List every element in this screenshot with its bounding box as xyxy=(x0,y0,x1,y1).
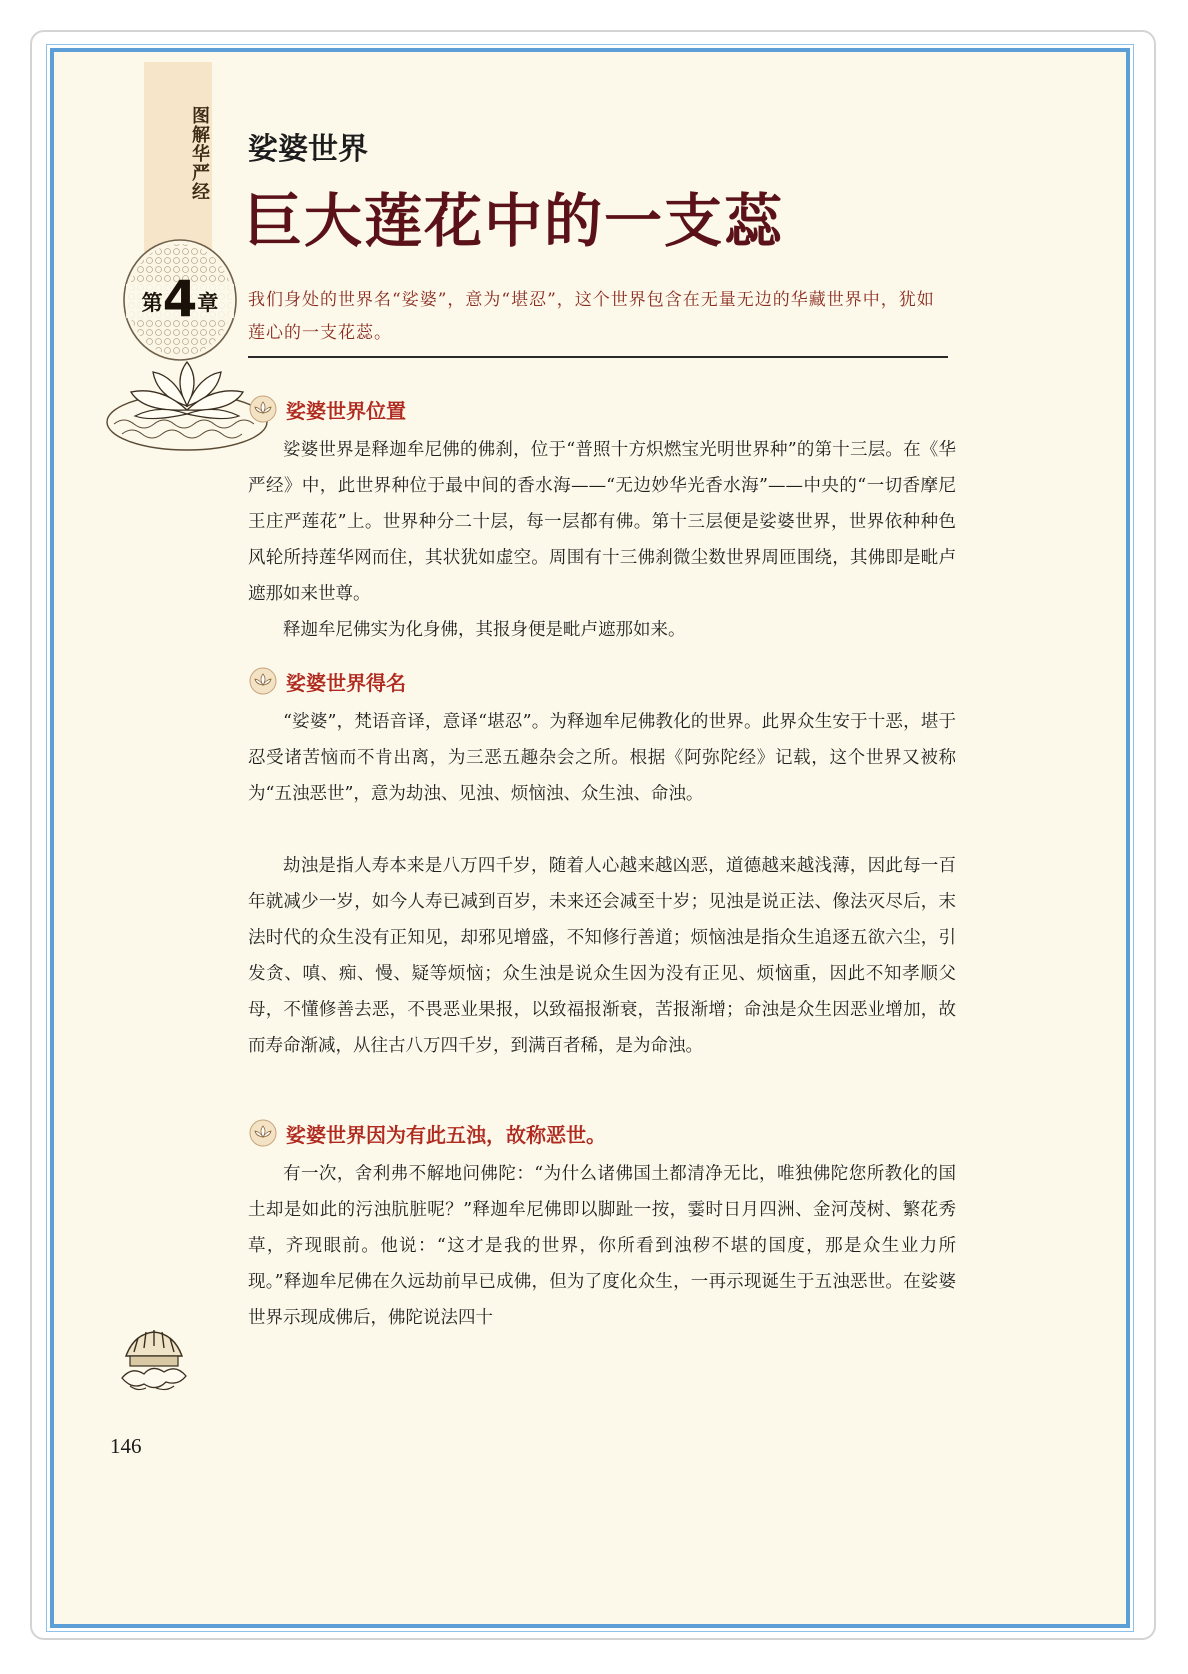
section-heading xyxy=(248,1118,606,1148)
ornament-icon xyxy=(116,1322,192,1402)
title-divider xyxy=(248,356,948,358)
page-title: 巨大莲花中的一支蕊 xyxy=(244,187,785,255)
lotus-icon xyxy=(102,352,272,452)
book-title-vertical: 图解华严经 xyxy=(189,106,210,201)
section-heading xyxy=(248,394,406,424)
section-title: 娑婆世界得名 xyxy=(286,670,406,695)
paragraph: 有一次，舍利弗不解地问佛陀：“为什么诸佛国土都清净无比，唯独佛陀您所教化的国土却是如此的污浊肮脏呢？”释迦牟尼佛即以脚趾一按，霎时日月四洲、金河茂树、繁花秀草，齐现眼前。他说：“这才是我的世界，你所看到浊秽不堪的国度，那是众生业力所现。”释迦牟尼佛在久远劫前早已成佛，但为了度化众生，一再示现诞生于五浊恶世。在娑婆世界示现成佛后，佛陀说法四十 xyxy=(248,1164,956,1328)
paragraph: 释迦牟尼佛实为化身佛，其报身便是毗卢遮那如来。 xyxy=(283,620,686,640)
paragraph: “娑婆”，梵语音译，意译“堪忍”。为释迦牟尼佛教化的世界。此界众生安于十恶，堪于忍受诸苦恼而不肯出离，为三恶五趣杂会之所。根据《阿弥陀经》记载，这个世界又被称为“五浊恶世”，意为劫浊、见浊、烦恼浊、众生浊、命浊。 xyxy=(248,712,956,804)
section-title: 娑婆世界位置 xyxy=(286,398,406,423)
side-tab xyxy=(144,62,212,252)
chapter-suffix: 章 xyxy=(197,291,219,315)
lotus-bullet-icon xyxy=(248,1118,278,1148)
intro-text: 我们身处的世界名“娑婆”，意为“堪忍”，这个世界包含在无量无边的华藏世界中，犹如莲心的一支花蕊。 xyxy=(248,290,935,343)
section-heading xyxy=(248,666,406,696)
section-title: 娑婆世界因为有此五浊，故称恶世。 xyxy=(286,1122,606,1147)
page-number: 146 xyxy=(110,1434,142,1458)
chapter-prefix: 第 xyxy=(141,291,163,315)
page-subtitle: 娑婆世界 xyxy=(248,132,368,167)
lotus-bullet-icon xyxy=(248,666,278,696)
lotus-bullet-icon xyxy=(248,394,278,424)
chapter-label xyxy=(124,270,236,328)
paragraph: 劫浊是指人寿本来是八万四千岁，随着人心越来越凶恶，道德越来越浅薄，因此每一百年就减少一岁，如今人寿已减到百岁，未来还会减至十岁；见浊是说正法、像法灭尽后，末法时代的众生没有正知见，却邪见增盛，不知修行善道；烦恼浊是指众生追逐五欲六尘，引发贪、嗔、痴、慢、疑等烦恼；众生浊是说众生因为没有正见、烦恼重，因此不知孝顺父母，不懂修善去恶，不畏恶业果报，以致福报渐衰，苦报渐增；命浊是众生因恶业增加，故而寿命渐减，从往古八万四千岁，到满百者稀，是为命浊。 xyxy=(248,856,956,1056)
book-page xyxy=(50,48,1130,1628)
paragraph: 娑婆世界是释迦牟尼佛的佛刹，位于“普照十方炽燃宝光明世界种”的第十三层。在《华严经》中，此世界种位于最中间的香水海——“无边妙华光香水海”——中央的“一切香摩尼王庄严莲花”上。世界种分二十层，每一层都有佛。第十三层便是娑婆世界，世界依种种色风轮所持莲华网而住，其状犹如虚空。周围有十三佛刹微尘数世界周匝围绕，其佛即是毗卢遮那如来世尊。 xyxy=(248,440,956,604)
chapter-number: 4 xyxy=(162,270,198,328)
